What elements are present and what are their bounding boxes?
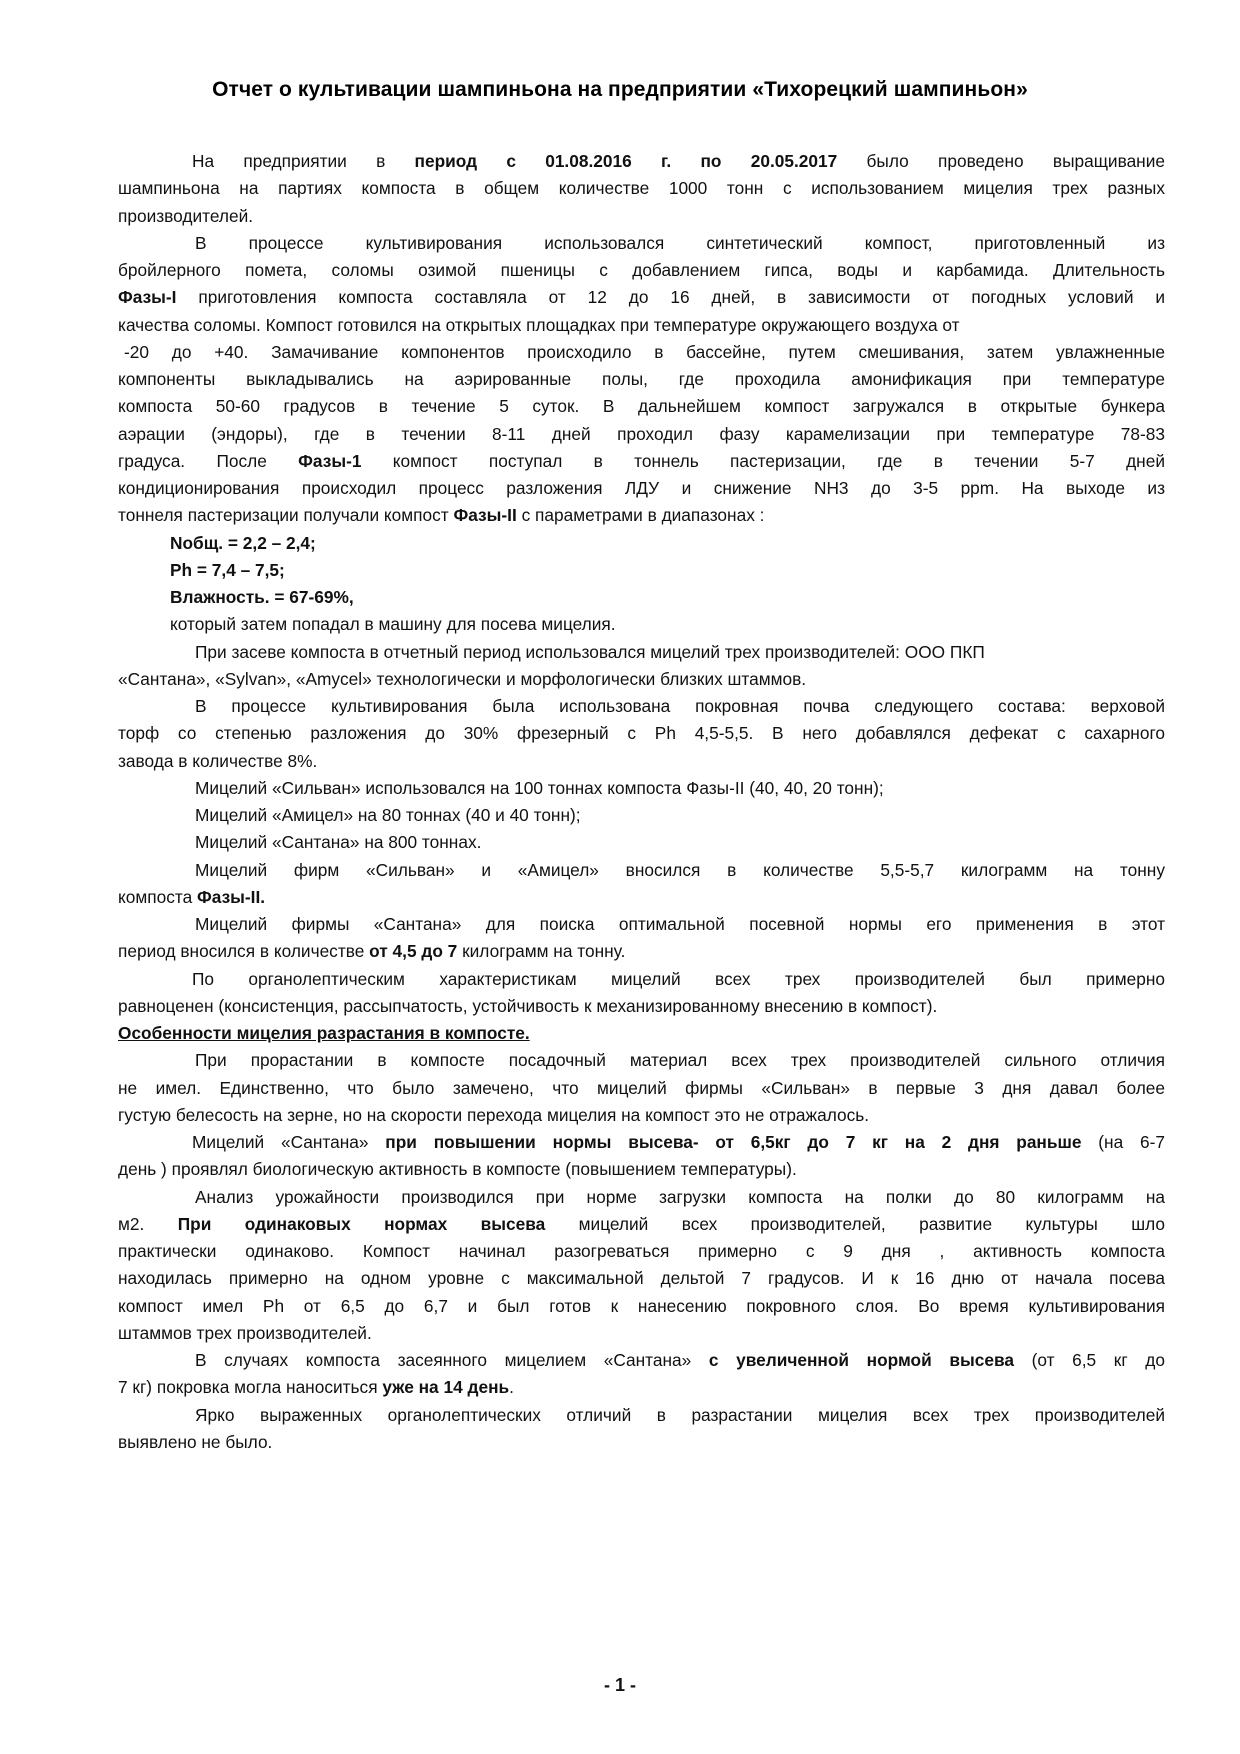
text-segment: (на 6-7 (1081, 1132, 1165, 1152)
text-line (118, 312, 1165, 339)
text-segment: м2. (118, 1213, 178, 1234)
text-segment: находилась примерно на одном уровне с максимальной дельтой 7 градусов. И к 16 дню от начала посева (118, 1268, 1165, 1289)
text-line (118, 775, 1165, 802)
bold-text: Фазы-I (118, 287, 177, 308)
text-segment: штаммов трех производителей. (118, 1322, 372, 1343)
text-segment: -20 до +40. Замачивание компонентов происходило в бассейне, путем смешивания, затем увлажненные (124, 341, 1165, 362)
text-line (118, 475, 1165, 502)
text-segment: Анализ урожайности производился при норме загрузки компоста на полки до 80 килограмм на (195, 1186, 1165, 1207)
text-line (118, 857, 1165, 884)
text-line (118, 720, 1165, 747)
text-segment: день ) проявлял биологическую активность в компосте (повышением температуры). (118, 1159, 797, 1180)
document-body (118, 148, 1165, 1456)
text-segment: градуса. После (118, 450, 299, 471)
text-line (118, 530, 1165, 557)
text-segment: . (509, 1377, 514, 1398)
text-line (118, 284, 1165, 311)
text-segment: В процессе культивирования использовался синтетический компост, приготовленный из (195, 232, 1165, 253)
bold-text: с увеличенной нормой высева (708, 1350, 1014, 1370)
text-segment: На предприятии в (192, 151, 415, 171)
text-segment: завода в количестве 8%. (118, 750, 318, 771)
document-title: Отчет о культивации шампиньона на предприятии «Тихорецкий шампиньон» (212, 78, 1028, 101)
text-line (118, 366, 1165, 393)
text-segment: период вносился в количестве (118, 941, 370, 962)
text-segment: который затем попадал в машину для посева мицелия. (170, 614, 616, 635)
text-line (118, 748, 1165, 775)
text-segment: шампиньона на партиях компоста в общем количестве 1000 тонн с использованием мицелия трех разных (118, 178, 1165, 199)
text-line (118, 1102, 1165, 1129)
text-line (118, 884, 1165, 911)
text-line (118, 1265, 1165, 1292)
text-line (118, 257, 1165, 284)
text-segment: было проведено выращивание (837, 151, 1165, 171)
text-segment: практически одинаково. Компост начинал разогреваться примерно с 9 дня , активность компоста (118, 1241, 1165, 1261)
text-segment: «Сантана», «Sylvan», «Amycel» технологически и морфологически близких штаммов. (118, 668, 807, 689)
text-segment: качества соломы. Компост готовился на открытых площадках при температуре окружающего воздуха от (118, 314, 960, 335)
text-line (118, 993, 1165, 1020)
text-segment: кондиционирования происходил процесс разложения ЛДУ и снижение NH3 до 3-5 ppm. На выходе из (118, 478, 1165, 498)
text-line (118, 1293, 1165, 1320)
text-segment: бройлерного помета, соломы озимой пшеницы с добавлением гипса, воды и карбамида. Длительность (118, 260, 1165, 280)
bold-text: уже на 14 день (382, 1377, 510, 1398)
text-segment: с параметрами в диапазонах : (516, 505, 765, 526)
section-heading: Особенности мицелия разрастания в компосте. (118, 1023, 530, 1043)
bold-text: при повышении нормы высева- от 6,5кг до 7 кг на 2 дня раньше (385, 1132, 1082, 1152)
text-segment: При прорастании в компосте посадочный материал всех трех производителей сильного отличия (195, 1050, 1165, 1071)
text-segment: производителей. (118, 205, 254, 226)
text-line (118, 1238, 1165, 1265)
text-segment: Мицелий «Амицел» на 80 тоннах (40 и 40 тонн); (195, 805, 581, 825)
text-line (118, 1347, 1165, 1374)
text-segment: приготовления компоста составляла от 12 до 16 дней, в зависимости от погодных условий и (176, 287, 1165, 308)
text-segment: аэрации (эндоры), где в течении 8-11 дней проходил фазу карамелизации при температуре 78-83 (118, 423, 1165, 444)
text-line (118, 203, 1165, 230)
text-line (118, 1156, 1165, 1183)
bold-text: Nобщ. = 2,2 – 2,4; (170, 532, 316, 553)
text-line (118, 584, 1165, 611)
text-segment: компост имел Ph от 6,5 до 6,7 и был готов к нанесению покровного слоя. Во время культивирования (118, 1295, 1165, 1316)
text-segment: В случаях компоста засеянного мицелием «Сантана» (195, 1350, 709, 1370)
text-line (118, 1429, 1165, 1456)
text-segment: (от 6,5 кг до (1013, 1350, 1165, 1370)
text-line (118, 502, 1165, 529)
text-segment: равноценен (консистенция, рассыпчатость, устойчивость к механизированному внесению в компост). (118, 995, 938, 1016)
text-line (118, 421, 1165, 448)
text-segment: 7 кг) покровка могла наноситься (118, 1377, 383, 1398)
text-line (118, 693, 1165, 720)
text-line (118, 938, 1165, 965)
text-line (118, 1211, 1165, 1238)
text-line (118, 230, 1165, 257)
text-line (118, 148, 1165, 175)
text-segment: Ярко выраженных органолептических отличий в разрастании мицелия всех трех производителей (195, 1404, 1165, 1425)
bold-text: Фазы-II (453, 505, 517, 526)
text-segment: густую белесость на зерне, но на скорости перехода мицелия на компост это не отражалось. (118, 1104, 870, 1125)
text-line (118, 1129, 1165, 1156)
text-segment: компоненты выкладывались на аэрированные полы, где проходила амонификация при температуре (118, 369, 1165, 389)
bold-text: Ph = 7,4 – 7,5; (170, 559, 285, 580)
text-line (118, 1020, 1165, 1047)
text-segment: торф со степенью разложения до 30% фрезерный с Ph 4,5-5,5. В него добавлялся дефекат с сахарного (118, 723, 1165, 744)
text-segment: Мицелий «Сильван» использовался на 100 тоннах компоста Фазы-II (40, 40, 20 тонн); (195, 777, 884, 798)
text-segment: выявлено не было. (118, 1431, 273, 1452)
page-number: - 1 - (603, 1675, 636, 1695)
text-line (118, 1402, 1165, 1429)
text-line (118, 557, 1165, 584)
text-line (118, 829, 1165, 856)
text-line (118, 611, 1165, 638)
text-line (118, 1047, 1165, 1074)
text-segment: компост поступал в тоннель пастеризации, где в течении 5-7 дней (361, 450, 1165, 471)
text-line (118, 1374, 1165, 1401)
text-segment: При засеве компоста в отчетный период использовался мицелий трех производителей: ООО ПКП (195, 641, 985, 662)
text-line (118, 1075, 1165, 1102)
text-segment: не имел. Единственно, что было замечено, что мицелий фирмы «Сильван» в первые 3 дня давал более (118, 1077, 1165, 1098)
bold-text: период с 01.08.2016 г. по 20.05.2017 (414, 151, 838, 171)
text-segment: компоста 50-60 градусов в течение 5 суток. В дальнейшем компост загружался в открытые бункера (118, 396, 1165, 417)
text-line (118, 666, 1165, 693)
text-line (118, 448, 1165, 475)
text-segment: килограмм на тонну. (457, 941, 626, 962)
text-line (118, 966, 1165, 993)
text-line (118, 911, 1165, 938)
text-segment: Мицелий фирмы «Сантана» для поиска оптимальной посевной нормы его применения в этот (195, 914, 1165, 934)
text-segment: Мицелий «Сантана» (192, 1132, 386, 1152)
bold-text: Влажность. = 67-69%, (170, 587, 354, 607)
text-segment: компоста (118, 886, 197, 907)
text-line (118, 393, 1165, 420)
bold-text: Фазы-1 (298, 450, 362, 471)
text-segment: Мицелий фирм «Сильван» и «Амицел» вносился в количестве 5,5-5,7 килограмм на тонну (195, 859, 1165, 880)
text-line (118, 1320, 1165, 1347)
text-segment: В процессе культивирования была использована покровная почва следующего состава: верховой (195, 696, 1165, 716)
text-segment: По органолептическим характеристикам мицелий всех трех производителей был примерно (192, 968, 1165, 989)
bold-text: Фазы-II. (197, 886, 266, 907)
bold-text: от 4,5 до 7 (369, 941, 458, 962)
text-line (118, 175, 1165, 202)
text-line (118, 802, 1165, 829)
text-line (118, 639, 1165, 666)
text-line (118, 339, 1165, 366)
text-segment: Мицелий «Сантана» на 800 тоннах. (195, 832, 482, 853)
bold-text: При одинаковых нормах высева (177, 1213, 546, 1234)
text-line (118, 1184, 1165, 1211)
text-segment: тоннеля пастеризации получали компост (118, 505, 454, 526)
text-segment: мицелий всех производителей, развитие культуры шло (545, 1213, 1165, 1234)
